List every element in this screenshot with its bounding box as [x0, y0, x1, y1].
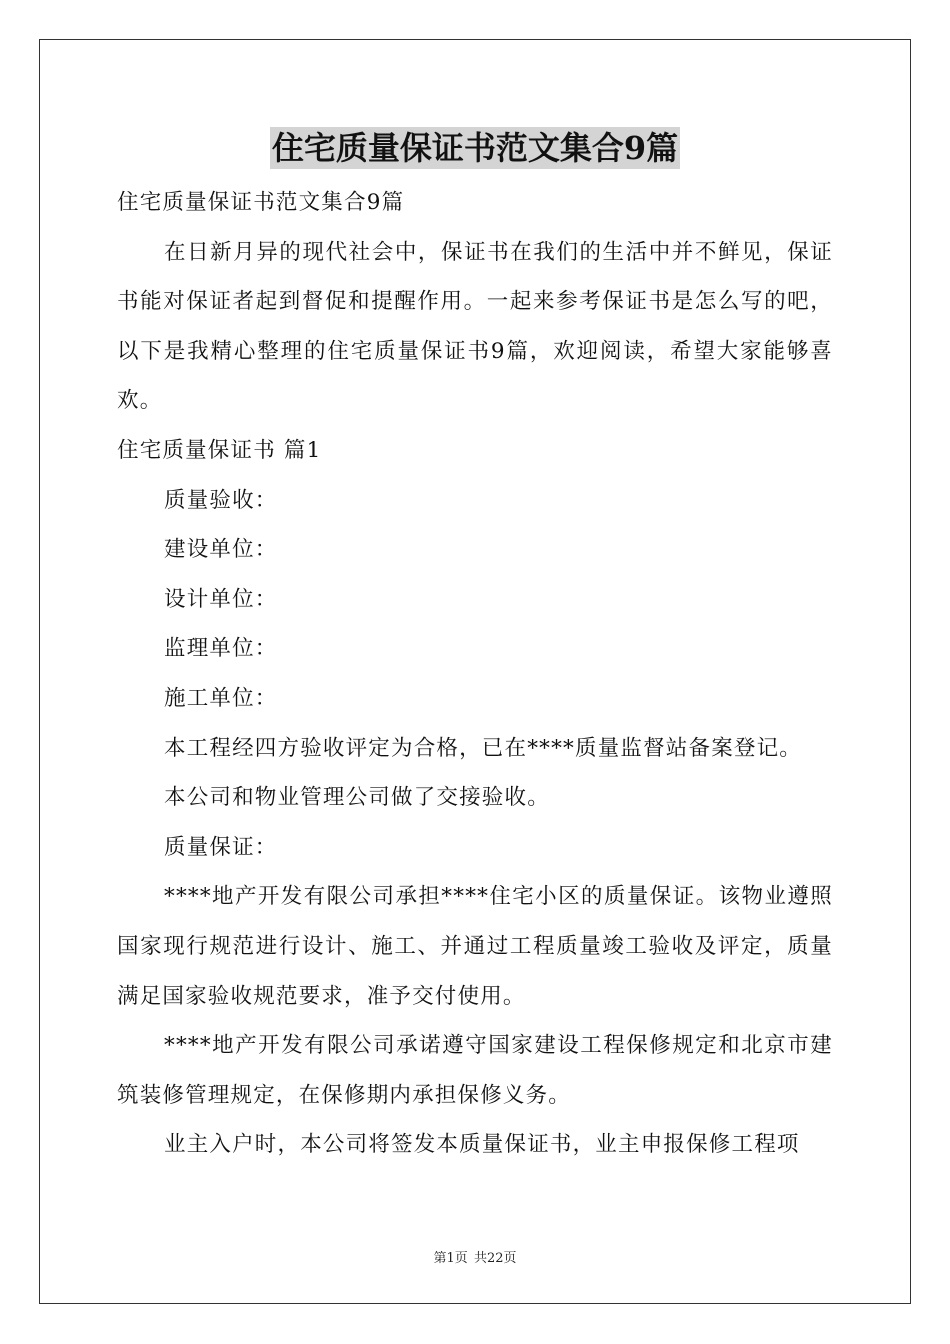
paragraph: ****地产开发有限公司承诺遵守国家建设工程保修规定和北京市建筑装修管理规定，在保修期内承担保修义务。 [117, 1033, 833, 1108]
paragraph: 施工单位： [164, 685, 278, 711]
paragraph: 监理单位： [164, 636, 278, 662]
paragraph: ****地产开发有限公司承担****住宅小区的质量保证。该物业遵照国家现行规范进行设计、施工、并通过工程质量竣工验收及评定，质量满足国家验收规范要求，准予交付使用。 [117, 884, 833, 1009]
paragraph: 住宅质量保证书范文集合9篇 [117, 190, 405, 215]
page-number: 第1页 [433, 1251, 468, 1266]
document-title: 住宅质量保证书范文集合9篇 [271, 129, 679, 167]
paragraph: 设计单位： [164, 586, 278, 612]
page-footer [0, 1247, 950, 1266]
page-total: 共22页 [473, 1251, 517, 1266]
paragraph: 质量保证： [164, 834, 278, 860]
paragraph: 本工程经四方验收评定为合格，已在****质量监督站备案登记。 [164, 735, 803, 761]
document-body [117, 178, 833, 1170]
paragraph: 建设单位： [164, 537, 278, 563]
paragraph: 业主入户时，本公司将签发本质量保证书，业主申报保修工程项 [164, 1132, 800, 1158]
paragraph: 在日新月异的现代社会中，保证书在我们的生活中并不鲜见，保证书能对保证者起到督促和提醒作用。一起来参考保证书是怎么写的吧，以下是我精心整理的住宅质量保证书9篇，欢迎阅读，希望大家能够喜欢。 [117, 239, 833, 414]
paragraph: 本公司和物业管理公司做了交接验收。 [164, 785, 550, 811]
title-container [0, 127, 950, 169]
paragraph: 质量验收： [164, 487, 278, 513]
paragraph: 住宅质量保证书 篇1 [117, 437, 322, 463]
